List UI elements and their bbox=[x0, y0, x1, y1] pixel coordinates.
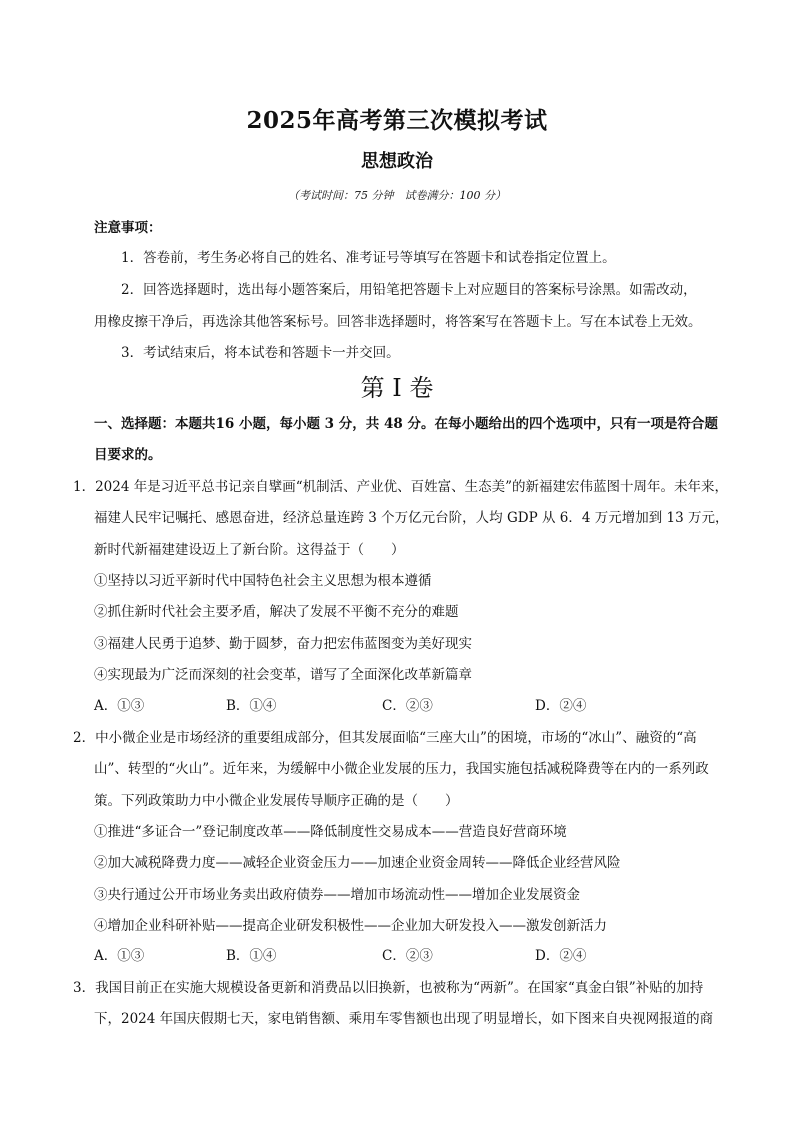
q1-statement-2: ②抓住新时代社会主要矛盾，解决了发展不平衡不充分的难题 bbox=[94, 604, 459, 620]
section-instructions-2: 目要求的。 bbox=[94, 447, 162, 463]
q1-stem-line-1: 1．2024 年是习近平总书记亲自擘画“机制活、产业优、百姓富、生态美”的新福建宏伟蓝图十周年。未年来， bbox=[73, 479, 729, 495]
q3-stem-line-1: 3．我国目前正在实施大规模设备更新和消费品以旧换新，也被称为“两新”。在国家“真金白银”补贴的加持 bbox=[73, 980, 704, 996]
q2-stem-line-2: 山”、转型的“火山”。近年来，为缓解中小微企业发展的压力，我国实施包括减税降费等在内的一系列政 bbox=[94, 761, 709, 777]
q2-statement-4: ④增加企业科研补贴——提高企业研发积极性——企业加大研发投入——激发创新活力 bbox=[94, 918, 607, 934]
q2-stem-line-1: 2．中小微企业是市场经济的重要组成部分，但其发展面临“三座大山”的困境，市场的“冰山”、融资的“高 bbox=[73, 730, 697, 746]
q2-option-a: A．①③ bbox=[94, 948, 145, 964]
notice-line-2a: 2．回答选择题时，选出每小题答案后，用铅笔把答题卡上对应题目的答案标号涂黑。如需改动， bbox=[121, 282, 697, 298]
q3-stem-line-2: 下，2024 年国庆假期七天，家电销售额、乘用车零售额也出现了明显增长，如下图来自央视网报道的商 bbox=[94, 1011, 714, 1027]
q1-option-a: A．①③ bbox=[94, 698, 145, 714]
subject-title: 思想政治 bbox=[361, 151, 433, 172]
q2-statement-3: ③央行通过公开市场业务卖出政府债券——增加市场流动性——增加企业发展资金 bbox=[94, 887, 580, 903]
q1-option-b: B．①④ bbox=[226, 698, 277, 714]
volume-heading: 第 I 卷 bbox=[360, 374, 434, 402]
exam-meta: （考试时间：75 分钟 试卷满分：100 分） bbox=[288, 189, 506, 202]
q1-option-c: C．②③ bbox=[382, 698, 433, 714]
q2-statement-1: ①推进“多证合一”登记制度改革——降低制度性交易成本——营造良好营商环境 bbox=[94, 824, 567, 840]
notice-heading: 注意事项： bbox=[94, 220, 162, 236]
q2-option-c: C．②③ bbox=[382, 948, 433, 964]
q2-stem-line-3: 策。下列政策助力中小微企业发展传导顺序正确的是（ ） bbox=[94, 793, 459, 809]
q1-statement-3: ③福建人民勇于追梦、勤于圆梦，奋力把宏伟蓝图变为美好现实 bbox=[94, 636, 472, 652]
notice-line-3: 3．考试结束后，将本试卷和答题卡一并交回。 bbox=[121, 345, 400, 361]
notice-line-2b: 用橡皮擦干净后，再选涂其他答案标号。回答非选择题时，将答案写在答题卡上。写在本试卷上无效。 bbox=[94, 314, 702, 330]
q2-statement-2: ②加大减税降费力度——减轻企业资金压力——加速企业资金周转——降低企业经营风险 bbox=[94, 855, 621, 871]
q1-statement-1: ①坚持以习近平新时代中国特色社会主义思想为根本遵循 bbox=[94, 573, 432, 589]
q2-option-d: D．②④ bbox=[535, 948, 587, 964]
q2-option-b: B．①④ bbox=[226, 948, 277, 964]
q1-option-d: D．②④ bbox=[535, 698, 587, 714]
q1-stem-line-2: 福建人民牢记嘱托、感恩奋进，经济总量连跨 3 个万亿元台阶，人均 GDP 从 6．4 万元增加到 13 万元， bbox=[94, 510, 729, 526]
notice-line-1: 1．答卷前，考生务必将自己的姓名、准考证号等填写在答题卡和试卷指定位置上。 bbox=[121, 250, 616, 266]
q1-statement-4: ④实现最为广泛而深刻的社会变革，谱写了全面深化改革新篇章 bbox=[94, 667, 472, 683]
section-instructions-1: 一、选择题：本题共16 小题，每小题 3 分，共 48 分。在每小题给出的四个选项中，只有一项是符合题 bbox=[94, 416, 718, 432]
exam-title: 2025年高考第三次模拟考试 bbox=[246, 107, 548, 134]
q1-stem-line-3: 新时代新福建建设迈上了新台阶。这得益于（ ） bbox=[94, 542, 405, 558]
